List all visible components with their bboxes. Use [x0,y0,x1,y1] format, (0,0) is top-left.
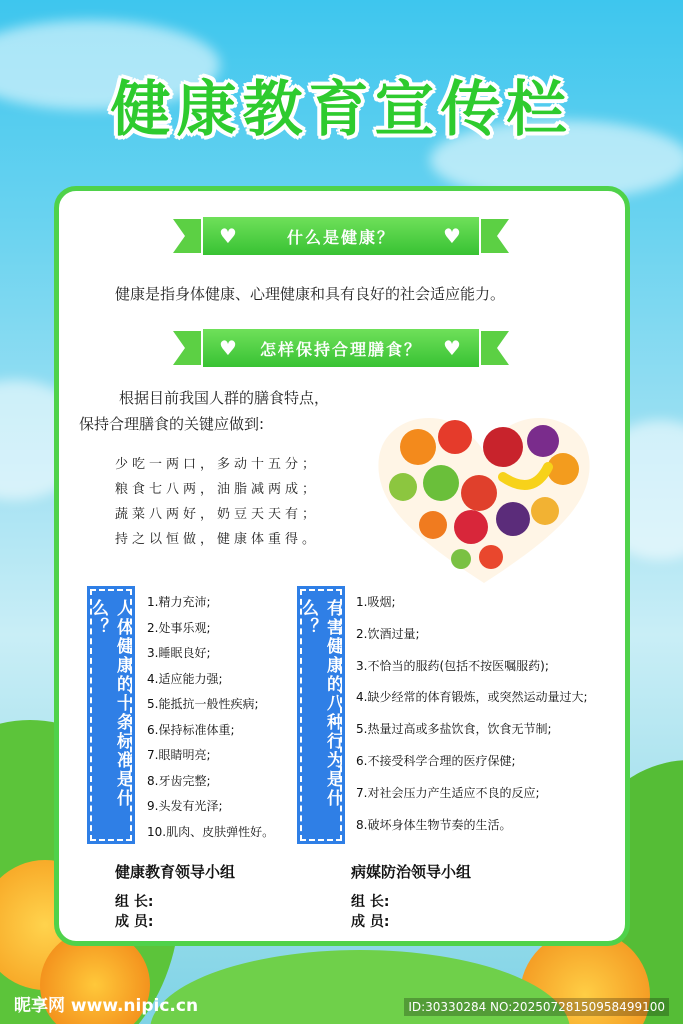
group-members: 成 员: [115,914,154,930]
list-item: 3.不恰当的服药(包括不按医嘱服药); [356,658,549,673]
standards-label-box: 人体健康的十条标准是什么？ [90,589,132,841]
section-heading: 怎样保持合理膳食？ [259,339,422,359]
list-item: 9.头发有光泽; [147,799,223,813]
list-item: 1.吸烟; [356,595,396,609]
list-item: 7.对社会压力产生适应不良的反应; [356,785,540,800]
heart-icon: ♥ [219,336,239,360]
harmful-list [356,587,588,841]
group-title: 病媒防治领导小组 [351,863,472,881]
heart-icon: ♥ [443,224,463,248]
list-item: 3.睡眠良好; [147,646,211,660]
list-item: 8.破坏身体生物节奏的生活。 [356,817,512,832]
content-panel [54,186,630,946]
section-ribbon-diet [201,327,481,369]
list-item: 6.不接受科学合理的医疗保健; [356,753,516,768]
harmful-label-box: 有害健康的八种行为是什么？ [300,589,342,841]
group-members: 成 员: [351,914,390,930]
diet-intro-line2: 保持合理膳食的关键应做到: [79,415,265,433]
list-item: 7.眼睛明亮; [147,748,211,762]
health-definition: 健康是指身体健康、心理健康和具有良好的社会适应能力。 [115,285,506,303]
standards-list [147,590,274,845]
diet-rhyme: 粮食七八两，油脂减两成； [115,482,320,497]
diet-rhyme: 持之以恒做，健康体重得。 [115,532,320,547]
section-heading: 什么是健康？ [286,227,395,247]
watermark-left: 昵享网 www.nipic.cn [14,996,199,1016]
group-leader: 组 长: [351,894,390,910]
watermark-right: ID:30330284 NO:20250728150958499100 [404,998,669,1016]
group-title: 健康教育领导小组 [115,863,236,881]
fruit-heart-image [373,407,595,587]
heart-icon: ♥ [443,336,463,360]
group-leader: 组 长: [115,894,154,910]
list-item: 2.处事乐观; [147,620,211,635]
diet-intro-line1: 根据目前我国人群的膳食特点， [119,389,330,407]
list-item: 5.热量过高或多盐饮食，饮食无节制; [356,722,552,737]
heart-icon: ♥ [219,224,239,248]
list-item: 5.能抵抗一般性疾病; [147,697,259,711]
list-item: 1.精力充沛; [147,595,211,609]
list-item: 4.缺少经常的体育锻炼，或突然运动量过大; [356,690,588,705]
list-item: 6.保持标准体重; [147,722,235,737]
list-item: 4.适应能力强; [147,671,223,686]
list-item: 10.肌肉、皮肤弹性好。 [147,824,275,839]
page-title: 健康教育宣传栏 [110,75,573,145]
diet-rhyme: 少吃一两口，多动十五分； [115,457,320,472]
diet-rhyme: 蔬菜八两好，奶豆天天有； [115,507,320,522]
list-item: 8.牙齿完整; [147,773,211,788]
list-item: 2.饮酒过量; [356,626,420,641]
section-ribbon-health [201,215,481,257]
